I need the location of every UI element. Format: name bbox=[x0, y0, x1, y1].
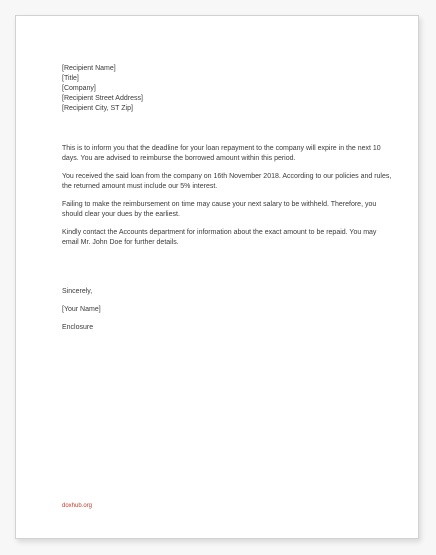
letter-page bbox=[15, 15, 419, 539]
paragraph-contact-info: Kindly contact the Accounts department for information about the exact amount to be repaid. You may email Mr. John Doe for further details. bbox=[62, 229, 377, 246]
signature-name: [Your Name] bbox=[62, 306, 101, 313]
recipient-company: [Company] bbox=[62, 85, 96, 92]
enclosure-note: Enclosure bbox=[62, 324, 94, 331]
recipient-name: [Recipient Name] bbox=[62, 65, 116, 72]
watermark-text: doxhub.org bbox=[62, 503, 93, 509]
recipient-street-address: [Recipient Street Address] bbox=[62, 95, 143, 102]
paragraph-loan-details: You received the said loan from the company on 16th November 2018. According to our policies and rules, the returned amount must include our 5% interest. bbox=[62, 173, 392, 190]
letter-body bbox=[62, 64, 392, 333]
recipient-title: [Title] bbox=[62, 75, 79, 82]
recipient-city-state-zip: [Recipient City, ST Zip] bbox=[62, 105, 133, 112]
paragraph-deadline-notice: This is to inform you that the deadline for your loan repayment to the company will expire in the next 10 days. You are advised to reimburse the borrowed amount within this period. bbox=[62, 145, 381, 162]
closing-salutation: Sincerely, bbox=[62, 288, 93, 295]
paragraph-consequence: Failing to make the reimbursement on time may cause your next salary to be withheld. Therefore, you should clear your dues by the earliest. bbox=[62, 201, 377, 218]
recipient-address-block bbox=[62, 64, 392, 114]
